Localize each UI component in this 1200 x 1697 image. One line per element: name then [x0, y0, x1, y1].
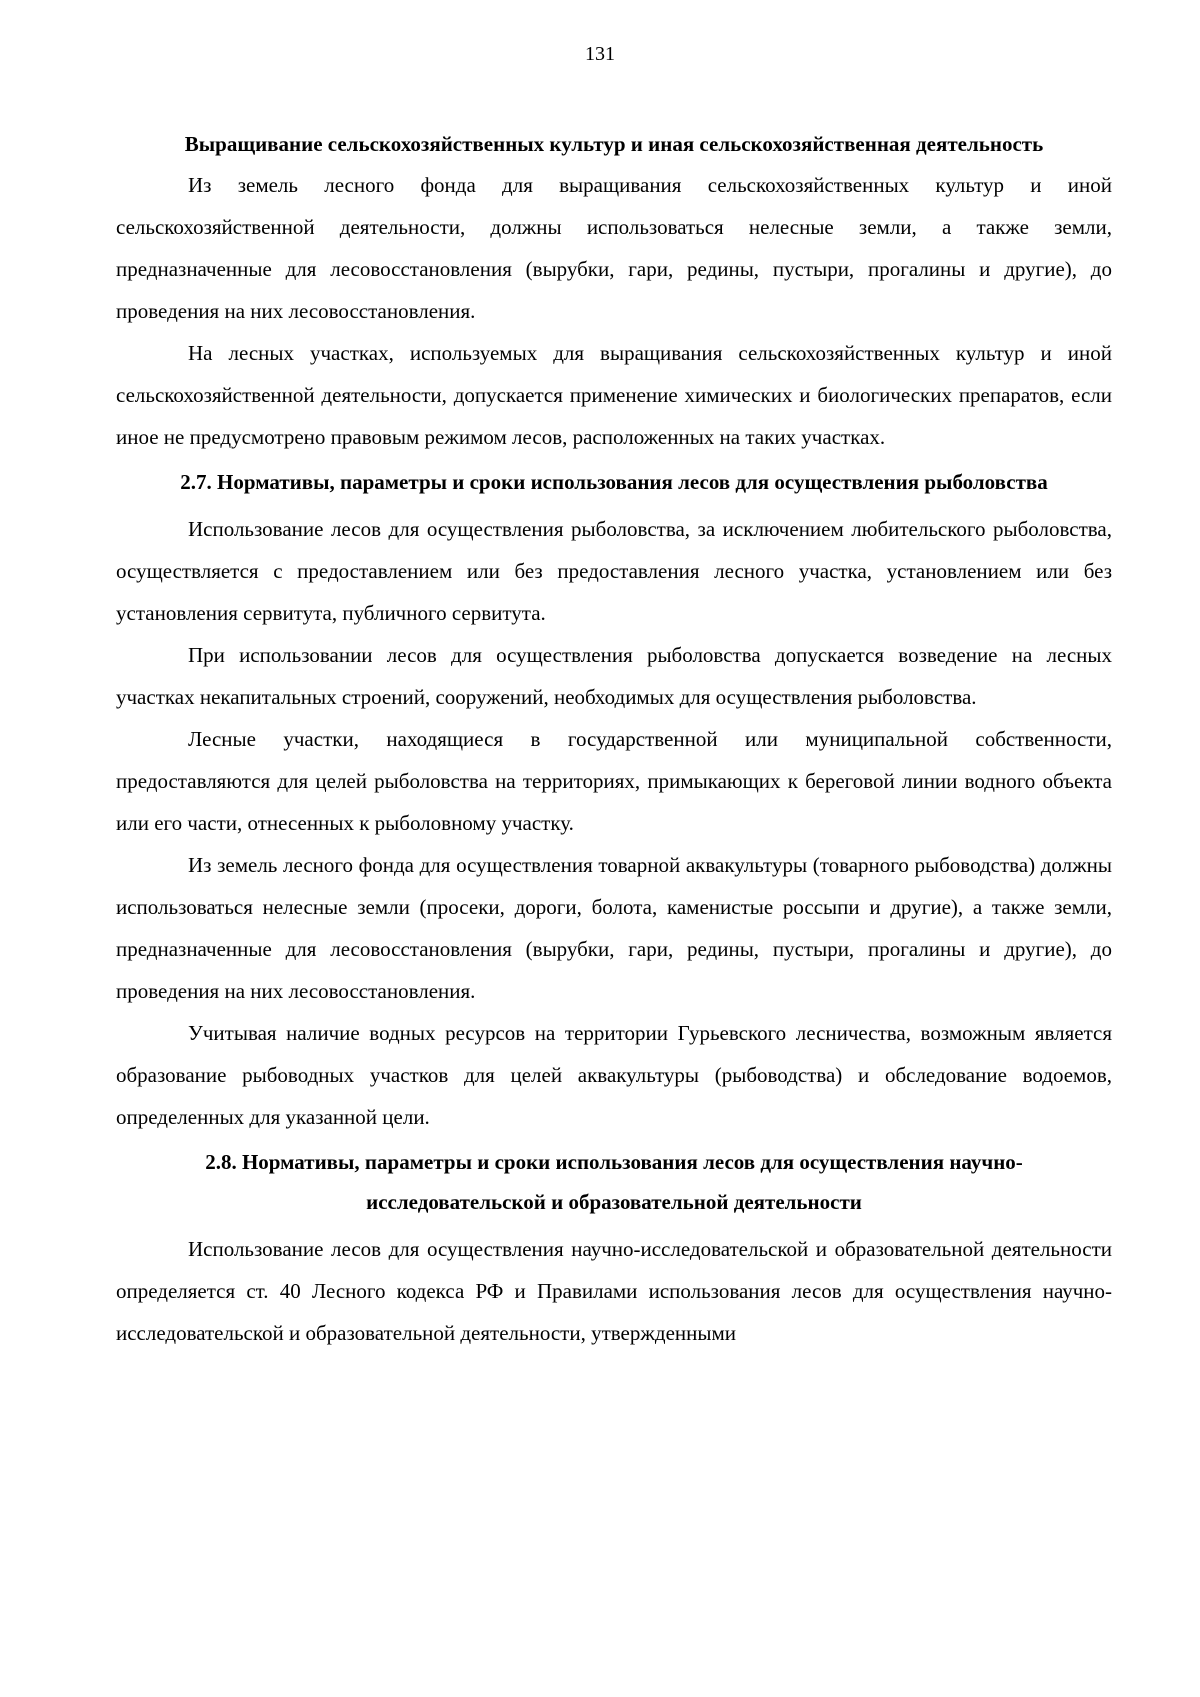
- paragraph: На лесных участках, используемых для выращивания сельскохозяйственных культур и иной сельскохозяйственной деятельности, допускается применение химических и биологических препаратов, если иное не предусмотрено правовым режимом лесов, расположенных на таких участках.: [116, 341, 1112, 449]
- paragraph: Из земель лесного фонда для выращивания сельскохозяйственных культур и иной сельскохозяйственной деятельности, должны использоваться нелесные земли, а также земли, предназначенные для лесовосстановления (вырубки, гари, редины, пустыри, прогалины и другие), до проведения на них лесовосстановления.: [116, 173, 1112, 323]
- section-research-education: [116, 1142, 1112, 1354]
- section-heading: Выращивание сельскохозяйственных культур и иная сельскохозяйственная деятельность: [184, 132, 1044, 156]
- section-fishing: [116, 462, 1112, 1138]
- paragraph: Лесные участки, находящиеся в государственной или муниципальной собственности, предоставляются для целей рыболовства на территориях, примыкающих к береговой линии водного объекта или его части, отнесенных к рыболовному участку.: [116, 727, 1112, 835]
- paragraph: Использование лесов для осуществления научно-исследовательской и образовательной деятельности определяется ст. 40 Лесного кодекса РФ и Правилами использования лесов для осуществления научно-исследовательской и образовательной деятельности, утвержденными: [116, 1237, 1112, 1345]
- section-agriculture: [116, 124, 1112, 458]
- paragraph: При использовании лесов для осуществления рыболовства допускается возведение на лесных участках некапитальных строений, сооружений, необходимых для осуществления рыболовства.: [116, 643, 1112, 709]
- section-heading: 2.7. Нормативы, параметры и сроки использования лесов для осуществления рыболовства: [180, 470, 1048, 494]
- paragraph: Из земель лесного фонда для осуществления товарной аквакультуры (товарного рыбоводства) должны использоваться нелесные земли (просеки, дороги, болота, каменистые россыпи и другие), а также земли, предназначенные для лесовосстановления (вырубки, гари, редины, пустыри, прогалины и другие), до проведения на них лесовосстановления.: [116, 853, 1112, 1003]
- paragraph: Использование лесов для осуществления рыболовства, за исключением любительского рыболовства, осуществляется с предоставлением или без предоставления лесного участка, установлением или без установления сервитута, публичного сервитута.: [116, 517, 1112, 625]
- page-number: 131: [585, 43, 615, 65]
- paragraph: Учитывая наличие водных ресурсов на территории Гурьевского лесничества, возможным является образование рыбоводных участков для целей аквакультуры (рыбоводства) и обследование водоемов, определенных для указанной цели.: [116, 1021, 1112, 1129]
- section-heading: 2.8. Нормативы, параметры и сроки использования лесов для осуществления научно-исследовательской и образовательной деятельности: [205, 1150, 1023, 1214]
- document-body: [116, 120, 1112, 1354]
